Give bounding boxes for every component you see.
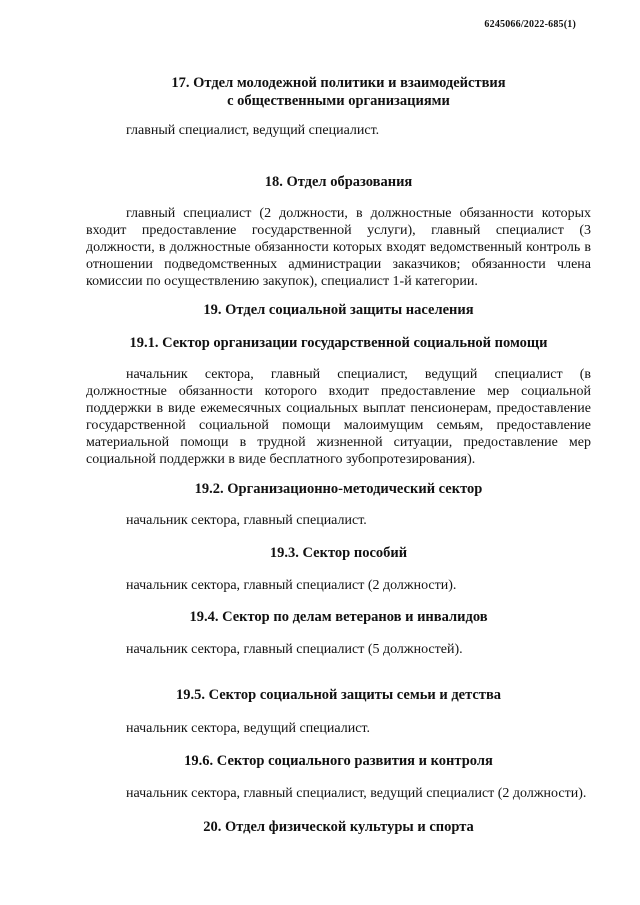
section-19-2-body: начальник сектора, главный специалист.	[126, 513, 367, 528]
section-19-title: 19. Отдел социальной защиты населения	[203, 302, 474, 318]
document-number: 6245066/2022-685(1)	[484, 19, 576, 30]
section-19-3-title: 19.3. Сектор пособий	[269, 545, 408, 561]
section-19-6-title: 19.6. Сектор социального развития и контроля	[184, 753, 493, 769]
section-19-3-body: начальник сектора, главный специалист (2 должности).	[126, 578, 457, 593]
section-19-5-title: 19.5. Сектор социальной защиты семьи и детства	[175, 687, 502, 703]
section-17-body: главный специалист, ведущий специалист.	[126, 123, 380, 138]
section-19-5-body: начальник сектора, ведущий специалист.	[126, 721, 370, 736]
section-17-title-line1: 17. Отдел молодежной политики и взаимодействия	[171, 75, 506, 91]
section-17-title-line2: с общественными организациями	[227, 93, 450, 109]
section-19-1-title: 19.1. Сектор организации государственной социальной помощи	[129, 335, 548, 351]
section-19-4-title: 19.4. Сектор по делам ветеранов и инвалидов	[189, 609, 488, 625]
section-18-title: 18. Отдел образования	[264, 174, 413, 190]
section-20-title: 20. Отдел физической культуры и спорта	[203, 819, 474, 835]
section-19-1-body: начальник сектора, главный специалист, ведущий специалист (в должностные обязанности которого входит предоставление мер социальной поддержки в виде ежемесячных социальных выплат пенсионерам, предоставление государственной социальной помощи малоимущим семьям, предоставление материальной помощи в трудной жизненной ситуации, предоставление мер социальной поддержки в виде бесплатного зубопротезирования).	[86, 367, 591, 467]
section-19-2-title: 19.2. Организационно-методический сектор	[194, 481, 483, 497]
section-18-body: главный специалист (2 должности, в должностные обязанности которых входит предоставление государственной услуги), главный специалист (3 должности, в должностные обязанности которых входят ведомственный контроль в отношении подведомственных администрации заказчиков; обязанности члена комиссии по осуществлению закупок), специалист 1-й категории.	[86, 206, 591, 289]
section-19-4-body: начальник сектора, главный специалист (5 должностей).	[126, 642, 463, 657]
section-19-6-body: начальник сектора, главный специалист, ведущий специалист (2 должности).	[126, 786, 587, 801]
